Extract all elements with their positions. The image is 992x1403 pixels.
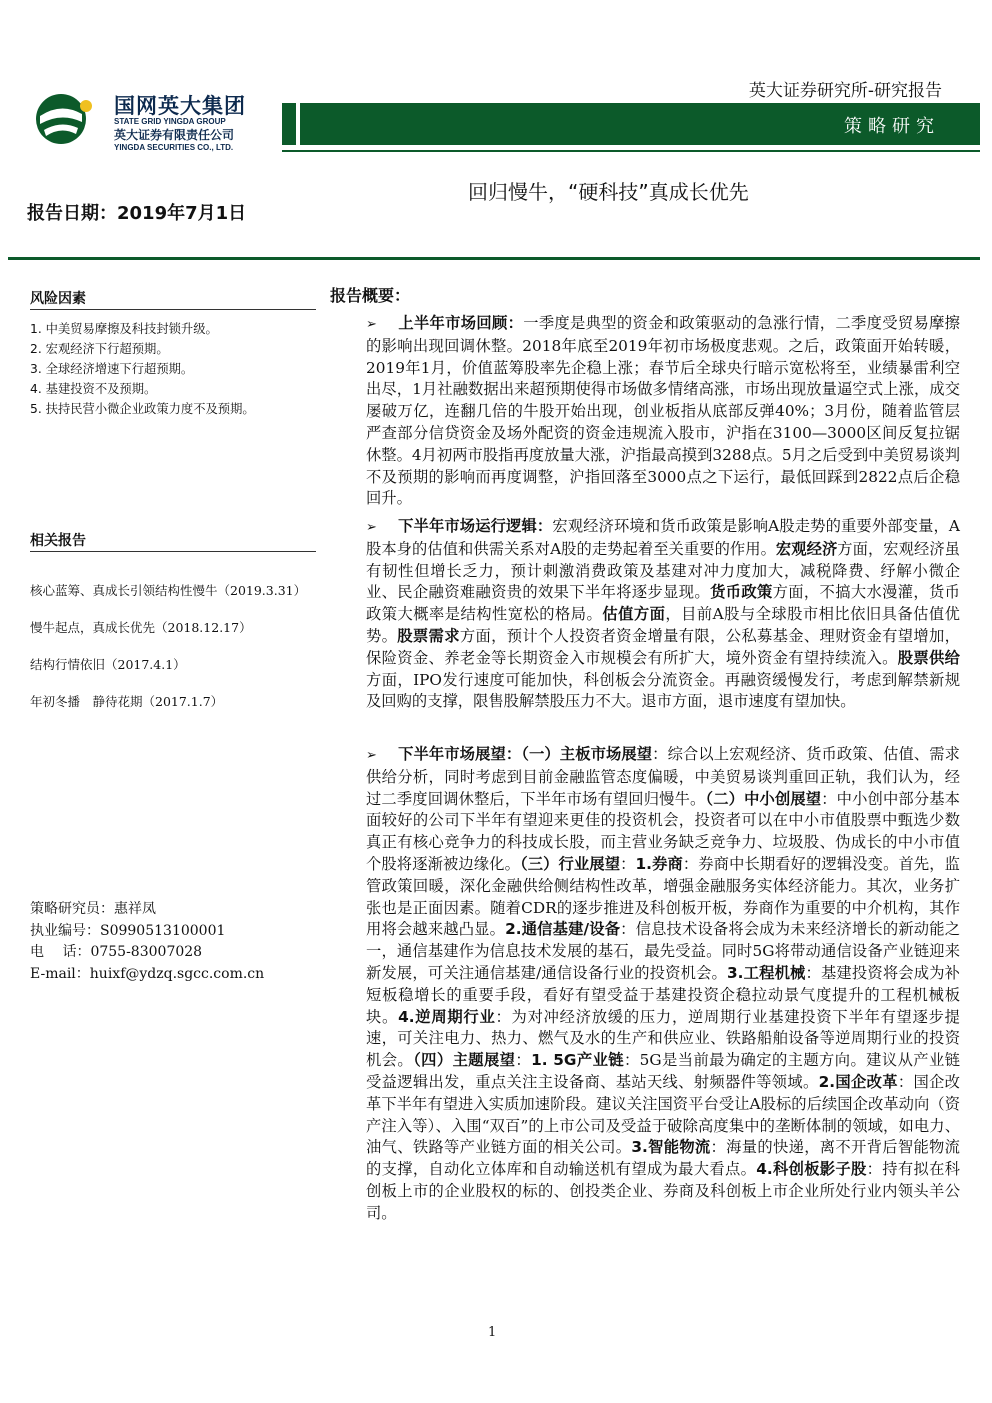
company-logo: [34, 88, 274, 158]
risk-item: 1. 中美贸易摩擦及科技封锁升级。: [30, 322, 218, 336]
paragraph-lead: 下半年市场运行逻辑：: [398, 517, 553, 535]
org-title: 英大证券研究所-研究报告: [748, 81, 942, 101]
arrow-bullet-icon: ➢: [366, 520, 377, 535]
analyst-name: 策略研究员：惠祥凤: [30, 901, 156, 917]
header-accent-block: [282, 103, 296, 145]
risk-item: 4. 基建投资不及预期。: [30, 382, 157, 396]
analyst-license: 执业编号：S0990513100001: [30, 922, 226, 939]
related-heading: 相关报告: [30, 533, 86, 549]
related-report-item[interactable]: 慢牛起点，真成长优先（2018.12.17）: [30, 620, 252, 635]
arrow-bullet-icon: ➢: [366, 748, 377, 763]
page-number: 1: [488, 1325, 497, 1340]
header-divider: [282, 150, 980, 152]
summary-heading: 报告概要：: [330, 286, 411, 305]
state-grid-globe-icon: [34, 92, 104, 146]
risk-heading: 风险因素: [30, 291, 86, 307]
analyst-email[interactable]: E-mail：huixf@ydzq.sgcc.com.cn: [30, 965, 265, 982]
logo-name-cn: 国网英大集团: [114, 94, 246, 118]
paragraph-lead: 下半年市场展望：（一）主板市场展望: [398, 745, 653, 763]
risk-list: [30, 319, 320, 419]
risk-item: 3. 全球经济增速下行超预期。: [30, 362, 194, 376]
title-divider: [8, 257, 980, 260]
analyst-phone: 电 话：0755-83007028: [30, 944, 203, 960]
risk-heading-rule: [30, 309, 316, 310]
logo-company-cn: 英大证券有限责任公司: [114, 128, 235, 142]
related-report-item[interactable]: 年初冬播 静待花期（2017.1.7）: [30, 694, 224, 709]
risk-item: 5. 扶持民营小微企业政策力度不及预期。: [30, 402, 255, 416]
paragraph-lead: 上半年市场回顾：: [398, 314, 524, 332]
summary-paragraph-outlook: ➢ 下半年市场展望：（一）主板市场展望：综合以上宏观经济、货币政策、估值、需求供给分析，同时考虑到目前金融监管态度偏暖，中美贸易谈判重回正轨，我们认为，经过二季度回调休整后，下半年市场有望回归慢牛。（二）中小创展望：中小创中部分基本面较好的公司下半年有望迎来更佳的投资机会，投资者可以在中小市值股票中甄选少数真正有核心竞争力的科技成长股，而主营业务缺乏竞争力、垃圾股、伪成长的中小市值个股将逐渐被边缘化。（三）行业展望：1.券商：券商中长期看好的逻辑没变。首先，监管政策回暖，深化金融供给侧结构性改革，增强金融服务实体经济能力。其次，业务扩张也是正面因素。随着CDR的逐步推进及科创板开板，券商作为重要的中介机构，其作用将会越来越凸显。2.通信基建/设备：信息技术设备将会成为未来经济增长的新动能之一，通信基建作为信息技术发展的基石，最先受益。同时5G将带动通信设备产业链迎来新发展，可关注通信基建/通信设备行业的投资机会。3.工程机械：基建投资将会成为补短板稳增长的重要手段，看好有望受益于基建投资企稳拉动景气度提升的工程机械板块。4.逆周期行业：为对冲经济放缓的压力，逆周期行业基建投资下半年有望逐步提速，可关注电力、热力、燃气及水的生产和供应业、铁路船舶设备等逆周期行业的投资机会。（四）主题展望：1. 5G产业链：5G是当前最为确定的主题方向。建议从产业链受益逻辑出发，重点关注主设备商、基站天线、射频器件等领域。2.国企改革：国企改革下半年有望进入实质加速阶段。建议关注国资平台受让A股标的后续国企改革动向（资产注入等）、入围“双百”的上市公司及受益于破除高度集中的垄断体制的领域，如电力、油气、铁路等产业链方面的相关公司。3.智能物流：海量的快递，离不开背后智能物流的支撑，自动化立体库和自动输送机有望成为最大看点。4.科创板影子股：持有拟在科创板上市的企业股权的标的、创投类企业、券商及科创板上市企业所处行业内领头羊公司。: [366, 745, 960, 1222]
logo-name-en: STATE GRID YINGDA GROUP: [114, 117, 226, 126]
report-title: 回归慢牛，“硬科技”真成长优先: [468, 180, 749, 204]
category-label: 策略研究: [844, 116, 940, 137]
arrow-bullet-icon: ➢: [366, 317, 377, 332]
related-report-item[interactable]: 结构行情依旧（2017.4.1）: [30, 657, 186, 672]
summary-paragraph-review: ➢ 上半年市场回顾：一季度是典型的资金和政策驱动的急涨行情，二季度受贸易摩擦的影响出现回调休整。2018年底至2019年初市场极度悲观。之后，政策面开始转暖，2019年1月，价值蓝筹股率先企稳上涨；春节后全球央行暗示宽松将至，业绩暴雷利空出尽，1月社融数据出来超预期使得市场做多情绪高涨，市场出现放量逼空式上涨，成交屡破万亿，连翻几倍的牛股开始出现，创业板指从底部反弹40%；3月份，随着监管层严查部分信贷资金及场外配资的资金违规流入股市，沪指在3100—3000区间反复拉锯休整。4月初两市股指再度放量大涨，沪指最高摸到3288点。5月之后受到中美贸易谈判不及预期的影响而再度调整，沪指回落至3000点之下运行，最低回踩到2822点后企稳回升。: [366, 314, 960, 508]
related-heading-rule: [30, 551, 316, 552]
risk-item: 2. 宏观经济下行超预期。: [30, 342, 169, 356]
analyst-info: [30, 899, 320, 985]
logo-company-en: YINGDA SECURITIES CO., LTD.: [114, 143, 234, 152]
related-report-item[interactable]: 核心蓝筹、真成长引领结构性慢牛（2019.3.31）: [30, 583, 307, 598]
summary-paragraph-logic: ➢ 下半年市场运行逻辑：宏观经济环境和货币政策是影响A股走势的重要外部变量，A股本身的估值和供需关系对A股的走势起着至关重要的作用。宏观经济方面，宏观经济虽有韧性但增长乏力，预计刺激消费政策及基建对冲力度加大，减税降费、纾解小微企业、民企融资难融资贵的效果下半年将逐步显现。货币政策方面，不搞大水漫灌，货币政策大概率是结构性宽松的格局。估值方面，目前A股与全球股市相比依旧具备估值优势。股票需求方面，预计个人投资者资金增量有限，公私募基金、理财资金有望增加，保险资金、养老金等长期资金入市规模会有所扩大，境外资金有望持续流入。股票供给方面，IPO发行速度可能加快，科创板会分流资金。再融资缓慢发行，考虑到解禁新规及回购的支撑，限售股解禁股压力不大。退市方面，退市速度有望加快。: [366, 517, 960, 711]
report-date: 报告日期：2019年7月1日: [27, 203, 247, 224]
